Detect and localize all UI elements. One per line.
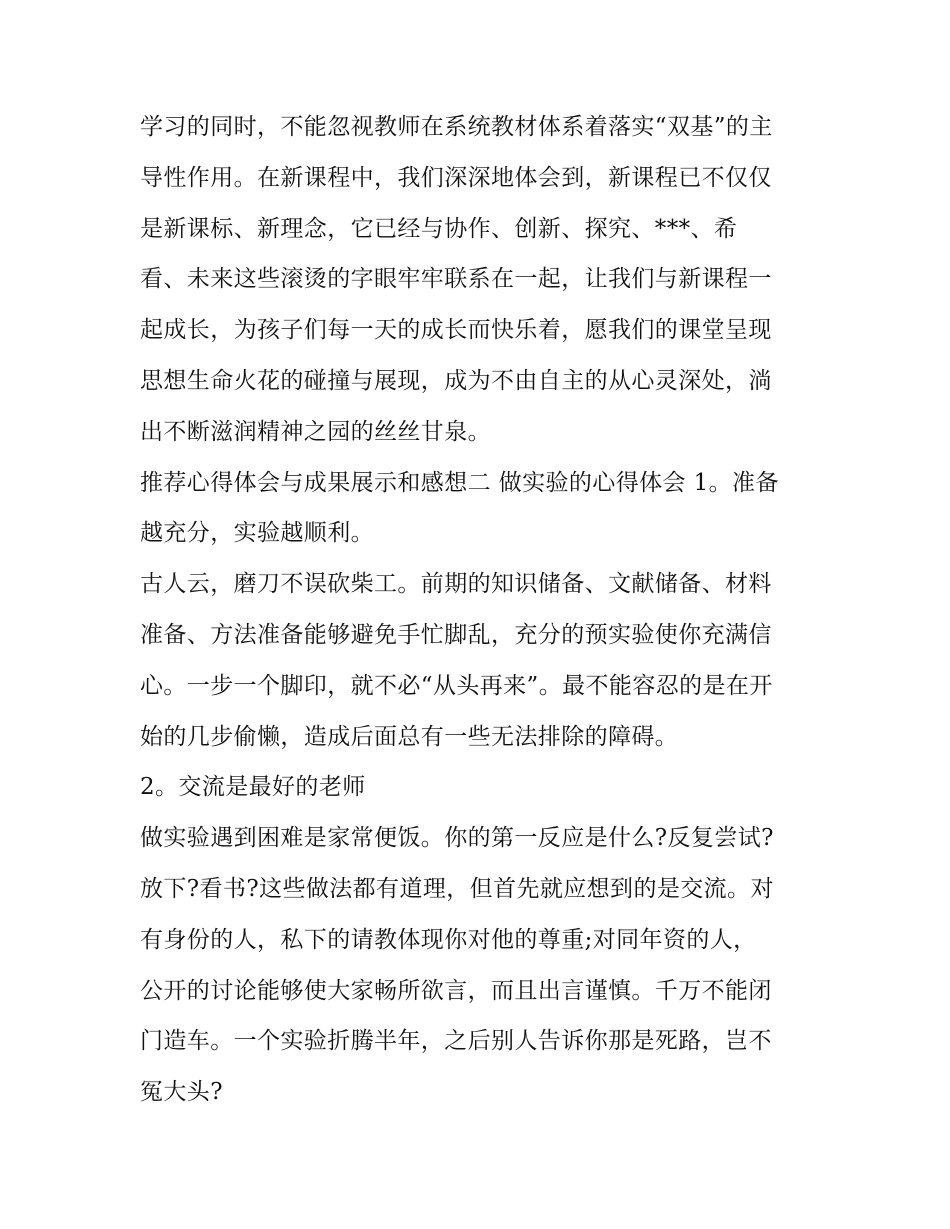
text-line: 起成长，为孩子们每一天的成长而快乐着，愿我们的课堂呈现 — [140, 317, 772, 344]
text-line: 看、未来这些滚烫的字眼牢牢联系在一起，让我们与新课程一 — [140, 266, 772, 293]
text-line: 古人云，磨刀不误砍柴工。前期的知识储备、文献储备、材料 — [140, 571, 772, 598]
text-line: 心。一步一个脚印，就不必“从头再来”。最不能容忍的是在开 — [140, 672, 773, 699]
text-line: 做实验遇到困难是家常便饭。你的第一反应是什么?反复尝试? — [140, 825, 774, 852]
text-line: 学习的同时，不能忽视教师在系统教材体系着落实“双基”的主 — [140, 114, 773, 140]
text-line: 有身份的人，私下的请教体现你对他的尊重;对同年资的人， — [140, 926, 757, 953]
text-line: 公开的讨论能够使大家畅所欲言，而且出言谨慎。千万不能闭 — [140, 977, 772, 1004]
text-line: 放下?看书?这些做法都有道理，但首先就应想到的是交流。对 — [140, 875, 774, 902]
text-line: 2。交流是最好的老师 — [140, 774, 366, 801]
text-line: 冤大头? — [140, 1079, 223, 1106]
text-line: 推荐心得体会与成果展示和感想二 做实验的心得体会 1。准备 — [140, 469, 779, 496]
text-line: 是新课标、新理念，它已经与协作、创新、探究、***、希 — [140, 215, 738, 242]
text-line: 门造车。一个实验折腾半年，之后别人告诉你那是死路，岂不 — [140, 1028, 772, 1055]
text-line: 始的几步偷懒，造成后面总有一些无法排除的障碍。 — [140, 723, 679, 750]
text-line: 出不断滋润精神之园的丝丝甘泉。 — [140, 418, 491, 445]
text-line: 越充分，实验越顺利。 — [140, 520, 374, 547]
text-line: 思想生命火花的碰撞与展现，成为不由自主的从心灵深处，淌 — [140, 367, 772, 394]
body-text — [140, 102, 820, 1118]
text-line: 准备、方法准备能够避免手忙脚乱，充分的预实验使你充满信 — [140, 621, 772, 648]
text-line: 导性作用。在新课程中，我们深深地体会到，新课程已不仅仅 — [140, 164, 772, 191]
